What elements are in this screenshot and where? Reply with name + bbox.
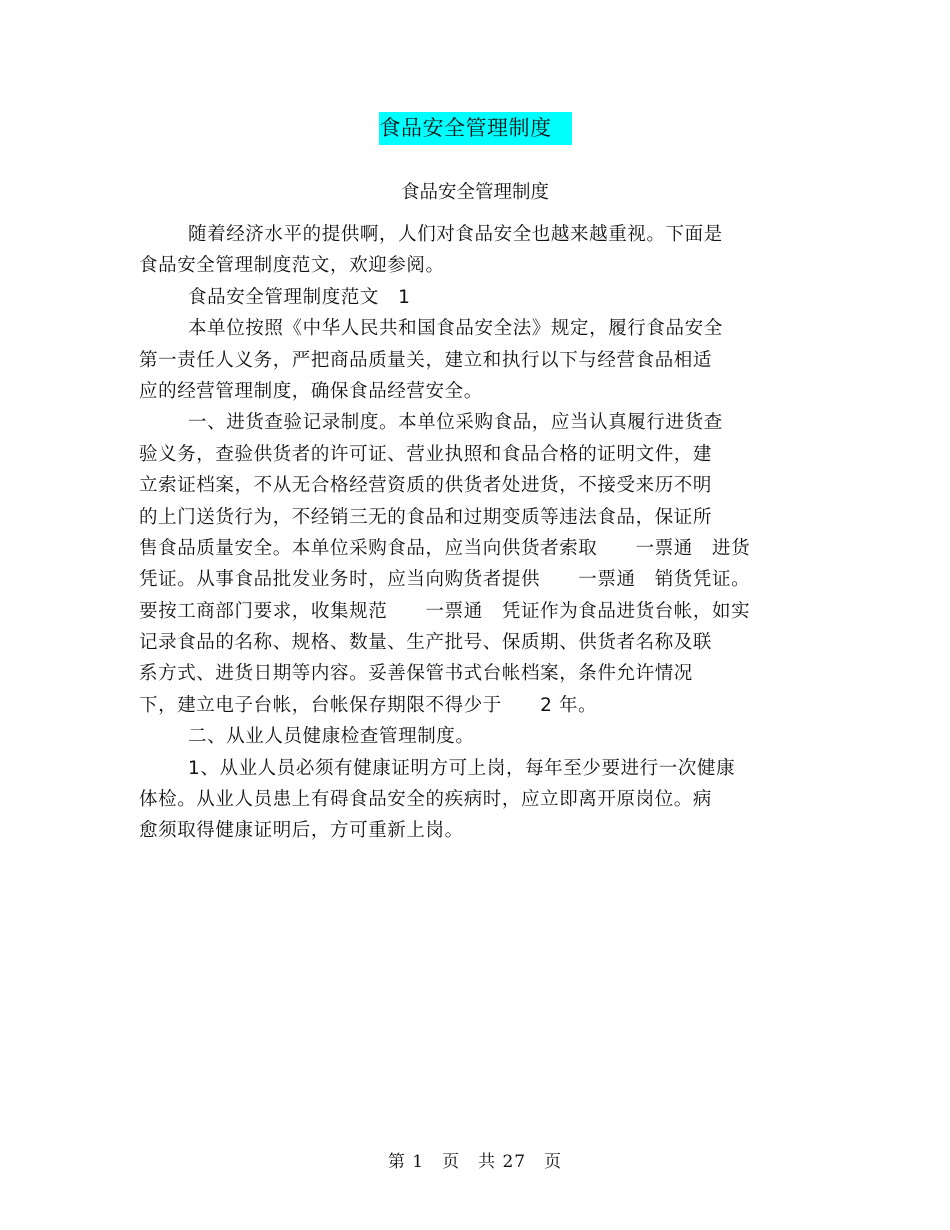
text-line: 一、进货查验记录制度。本单位采购食品，应当认真履行进货查 [188,412,723,434]
text-line: 要按工商部门要求，收集规范 一票通 凭证作为食品进货台帐，如实 [139,600,751,622]
text-line: 1、从业人员必须有健康证明方可上岗，每年至少要进行一次健康 [188,757,736,779]
text-line: 下，建立电子台帐，台帐保存期限不得少于 2 年。 [139,694,598,716]
document-subtitle: 食品安全管理制度 [400,182,549,203]
text-line: 二、从业人员健康检查管理制度。 [188,726,475,748]
text-line: 验义务，查验供货者的许可证、营业执照和食品合格的证明文件，建 [139,443,713,465]
text-line: 立索证档案，不从无合格经营资质的供货者处进货，不接受来历不明 [139,475,713,497]
text-line: 售食品质量安全。本单位采购食品，应当向供货者索取 一票通 进货 [139,537,751,559]
text-line: 本单位按照《中华人民共和国食品安全法》规定，履行食品安全 [188,318,723,340]
text-line: 凭证。从事食品批发业务时，应当向购货者提供 一票通 销货凭证。 [139,569,751,591]
document-body [139,219,799,847]
text-line: 随着经济水平的提供啊，人们对食品安全也越来越重视。下面是 [188,224,723,245]
page-footer: 第 1 页 共 27 页 [387,1152,563,1172]
text-line: 应的经营管理制度，确保食品经营安全。 [139,380,483,402]
text-line: 愈须取得健康证明后，方可重新上岗。 [139,820,464,842]
text-line: 记录食品的名称、规格、数量、生产批号、保质期、供货者名称及联 [139,632,713,654]
text-line: 体检。从业人员患上有碍食品安全的疾病时，应立即离开原岗位。病 [139,789,713,811]
document-title: 食品安全管理制度 [379,112,572,145]
text-line: 食品安全管理制度范文，欢迎参阅。 [139,255,445,277]
text-line: 系方式、进货日期等内容。妥善保管书式台帐档案，条件允许情况 [139,663,693,685]
title-container [0,112,950,145]
text-line: 第一责任人义务，严把商品质量关，建立和执行以下与经营食品相适 [139,349,713,371]
text-line: 的上门送货行为，不经销三无的食品和过期变质等违法食品，保证所 [139,506,713,528]
text-line: 食品安全管理制度范文 1 [188,286,411,308]
